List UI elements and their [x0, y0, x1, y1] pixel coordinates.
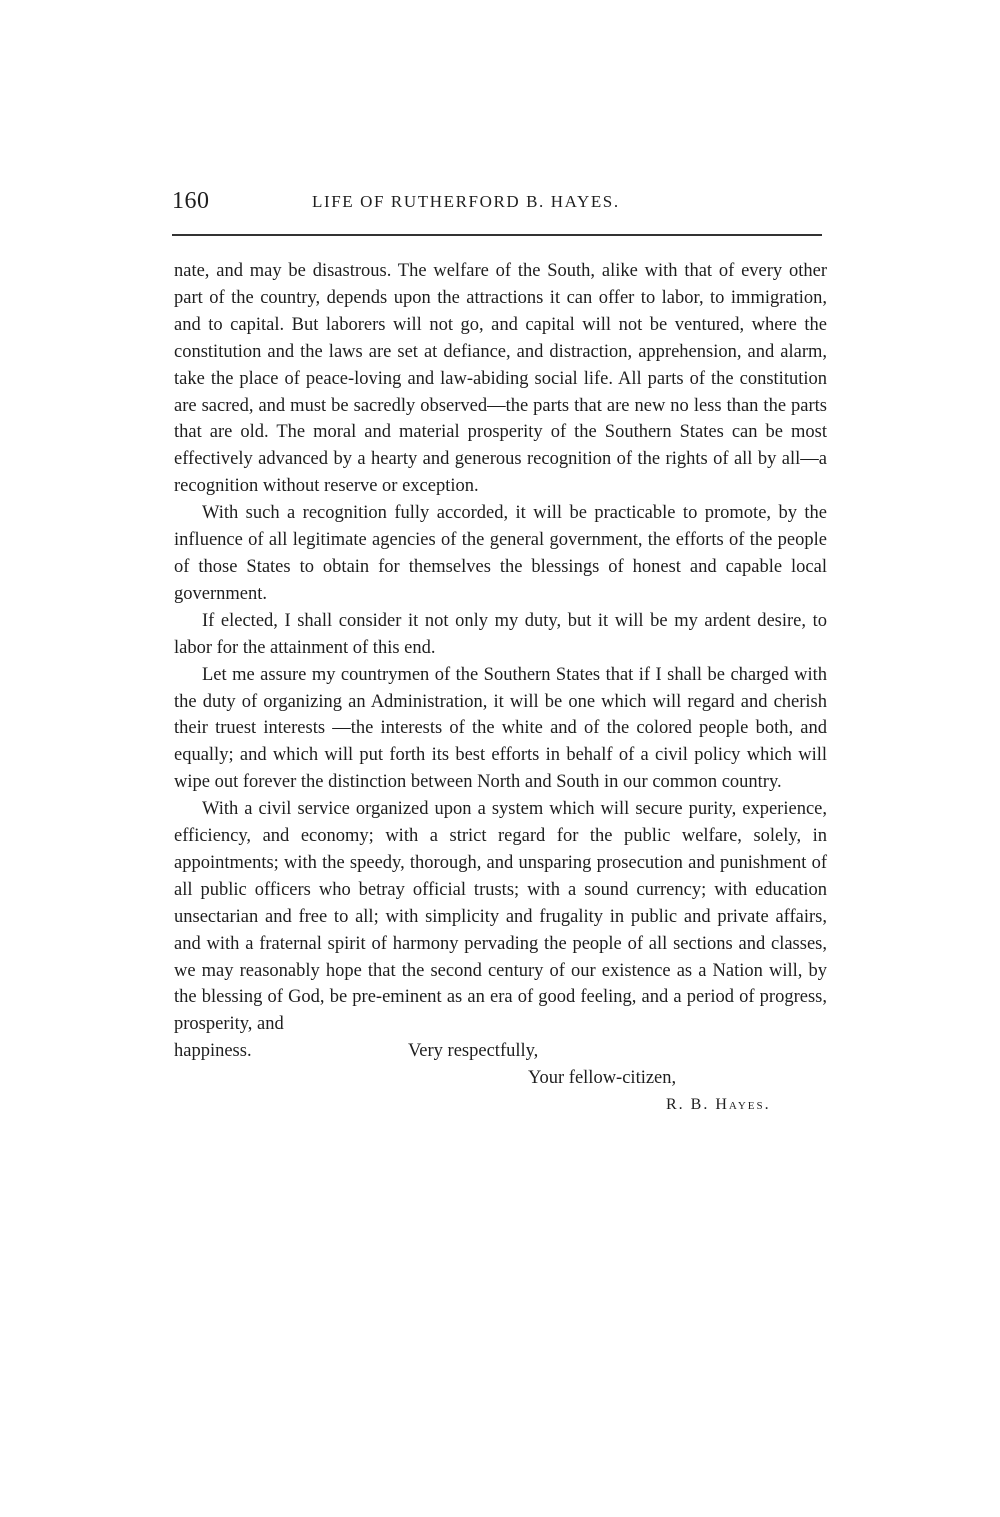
signature-line [174, 1092, 827, 1119]
paragraph-recognition: With such a recognition fully accorded, it will be practicable to promote, by the influence of all legitimate agencies of the general government, the efforts of the people of those States to obtain for themselves the blessings of honest and capable local government. [174, 503, 827, 604]
letter-body [174, 258, 827, 1119]
complimentary-close: Your fellow-citizen, [528, 1068, 677, 1089]
page-header [172, 188, 822, 228]
signature: R. B. Hayes. [666, 1096, 771, 1114]
final-word: happiness. [174, 1041, 252, 1062]
running-title: LIFE OF RUTHERFORD B. HAYES. [312, 192, 620, 211]
closing-salutation: Very respectfully, [408, 1041, 539, 1062]
header-rule [172, 234, 822, 236]
page-number: 160 [172, 188, 210, 214]
paragraph-southern-states: Let me assure my countrymen of the Southern States that if I shall be charged with the duty of organizing an Administration, it will be one which will regard and cherish their truest interests —the interests of the white and of the colored people both, and equally; and which will put forth its best efforts in behalf of a civil policy which will wipe out forever the distinction between North and South in our common country. [174, 664, 827, 793]
closing-line [174, 1038, 827, 1065]
paragraph-civil-service: With a civil service organized upon a system which will secure purity, experience, efficiency, and economy; with a strict regard for the public welfare, solely, in appointments; with the speedy, thorough, and unsparing prosecution and punishment of all public officers who betray official trusts; with a sound currency; with education unsectarian and free to all; with simplicity and frugality in public and private affairs, and with a fraternal spirit of harmony pervading the people of all sections and classes, we may reasonably hope that the second century of our existence as a Nation will, by the blessing of God, be pre-eminent as an era of good feeling, and a period of progress, prosperity, and [174, 799, 827, 1035]
paragraph-continuation: nate, and may be disastrous. The welfare of the South, alike with that of every other part of the country, depends upon the attractions it can offer to labor, to immigration, and to capital. But laborers will not go, and capital will not be ventured, where the constitution and the laws are set at defiance, and distraction, apprehension, and alarm, take the place of peace-loving and law-abiding social life. All parts of the constitution are sacred, and must be sacredly observed—the parts that are new no less than the parts that are old. The moral and material prosperity of the Southern States can be most effectively advanced by a hearty and generous recognition of the rights of all by all—a recognition without reserve or exception. [174, 261, 827, 497]
complimentary-line [174, 1065, 827, 1092]
paragraph-if-elected: If elected, I shall consider it not only my duty, but it will be my ardent desire, to labor for the attainment of this end. [174, 610, 827, 658]
